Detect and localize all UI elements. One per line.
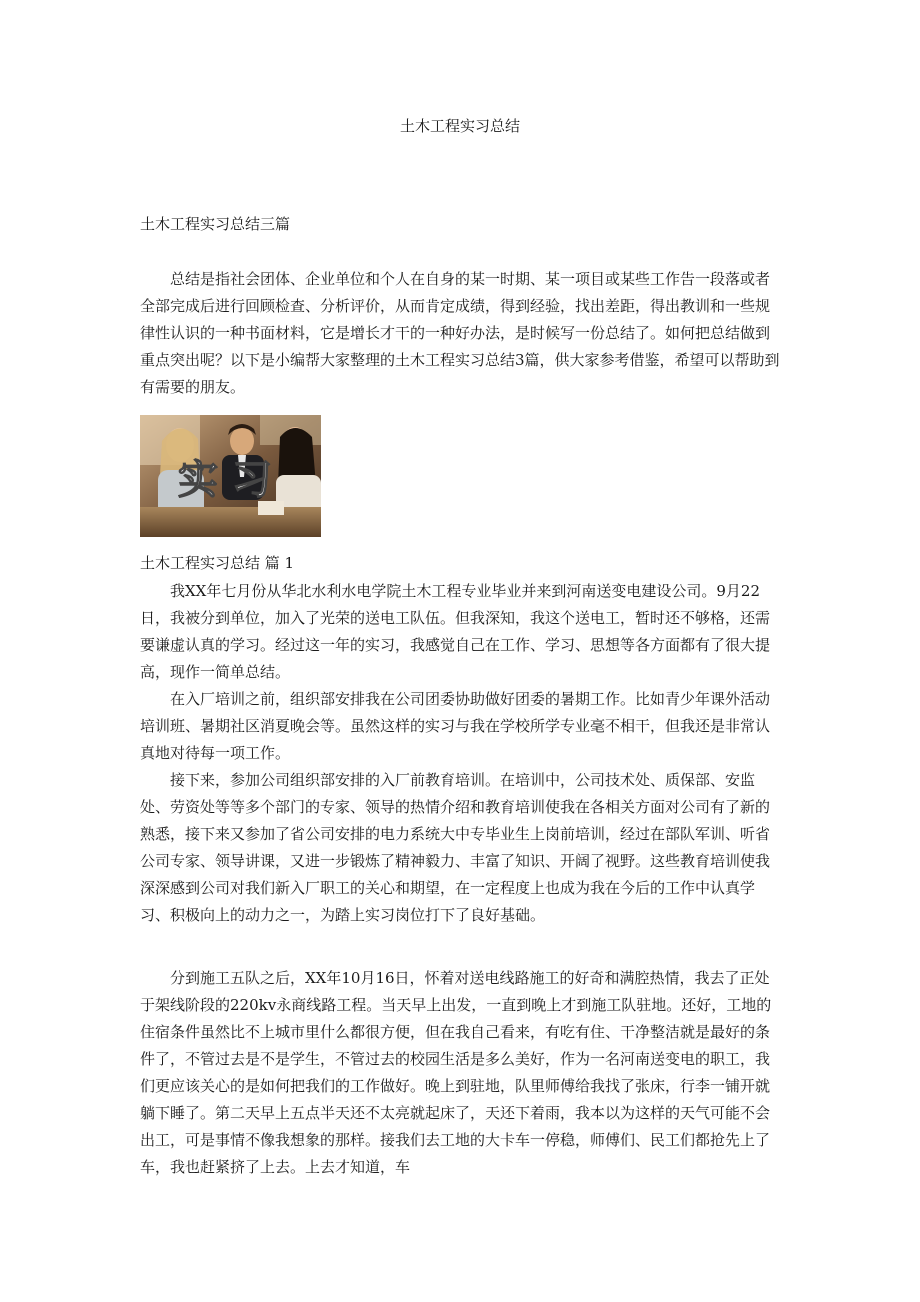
body-paragraph-4: 分到施工五队之后，XX年10月16日，怀着对送电线路施工的好奇和满腔热情，我去了正处于架线阶段的220kv永商线路工程。当天早上出发，一直到晚上才到施工队驻地。还好，工地的住宿条件虽然比不上城市里什么都很方便，但在我自己看来，有吃有住、干净整洁就是最好的条件了，不管过去是不是学生，不管过去的校园生活是多么美好，作为一名河南送变电的职工，我们更应该关心的是如何把我们的工作做好。晚上到驻地，队里师傅给我找了张床，行李一铺开就躺下睡了。第二天早上五点半天还不太亮就起床了，天还下着雨，我本以为这样的天气可能不会出工，可是事情不像我想象的那样。接我们去工地的大卡车一停稳，师傅们、民工们都抢先上了车，我也赶紧挤了上去。上去才知道，车	[140, 969, 772, 1176]
body-paragraph-2: 在入厂培训之前，组织部安排我在公司团委协助做好团委的暑期工作。比如青少年课外活动培训班、暑期社区消夏晚会等。虽然这样的实习与我在学校所学专业毫不相干，但我还是非常认真地对待每一项工作。	[140, 690, 771, 762]
body-paragraph-1: 我XX年七月份从华北水利水电学院土木工程专业毕业并来到河南送变电建设公司。9月22日，我被分到单位，加入了光荣的送电工队伍。但我深知，我这个送电工，暂时还不够格，还需要谦虚认真的学习。经过这一年的实习，我感觉自己在工作、学习、思想等各方面都有了很大提高，现作一简单总结。	[140, 582, 771, 681]
chapter-body-continued	[140, 965, 782, 1181]
body-paragraph-3: 接下来，参加公司组织部安排的入厂前教育培训。在培训中，公司技术处、质保部、安监处、劳资处等等多个部门的专家、领导的热情介绍和教育培训使我在各相关方面对公司有了新的熟悉，接下来又参加了省公司安排的电力系统大中专毕业生上岗前培训，经过在部队军训、听省公司专家、领导讲课，又进一步锻炼了精神毅力、丰富了知识、开阔了视野。这些教育培训使我深深感到公司对我们新入厂职工的关心和期望，在一定程度上也成为我在今后的工作中认真学习、积极向上的动力之一，为踏上实习岗位打下了良好基础。	[140, 771, 771, 924]
document-title: 土木工程实习总结	[399, 117, 520, 135]
intro-paragraph	[140, 266, 782, 401]
intro-text: 总结是指社会团体、企业单位和个人在自身的某一时期、某一项目或某些工作告一段落或者全部完成后进行回顾检查、分析评价，从而肯定成绩，得到经验，找出差距，得出教训和一些规律性认识的一种书面材料，它是增长才干的一种好办法，是时候写一份总结了。如何把总结做到重点突出呢？以下是小编帮大家整理的土木工程实习总结3篇，供大家参考借鉴，希望可以帮助到有需要的朋友。	[140, 270, 780, 396]
document-subtitle: 土木工程实习总结三篇	[140, 215, 291, 233]
chapter-heading: 土木工程实习总结 篇 1	[140, 554, 295, 572]
internship-photo	[140, 415, 321, 537]
photo-icon	[140, 415, 321, 537]
photo-caption: 实 习	[178, 457, 272, 503]
chapter-body	[140, 578, 782, 929]
